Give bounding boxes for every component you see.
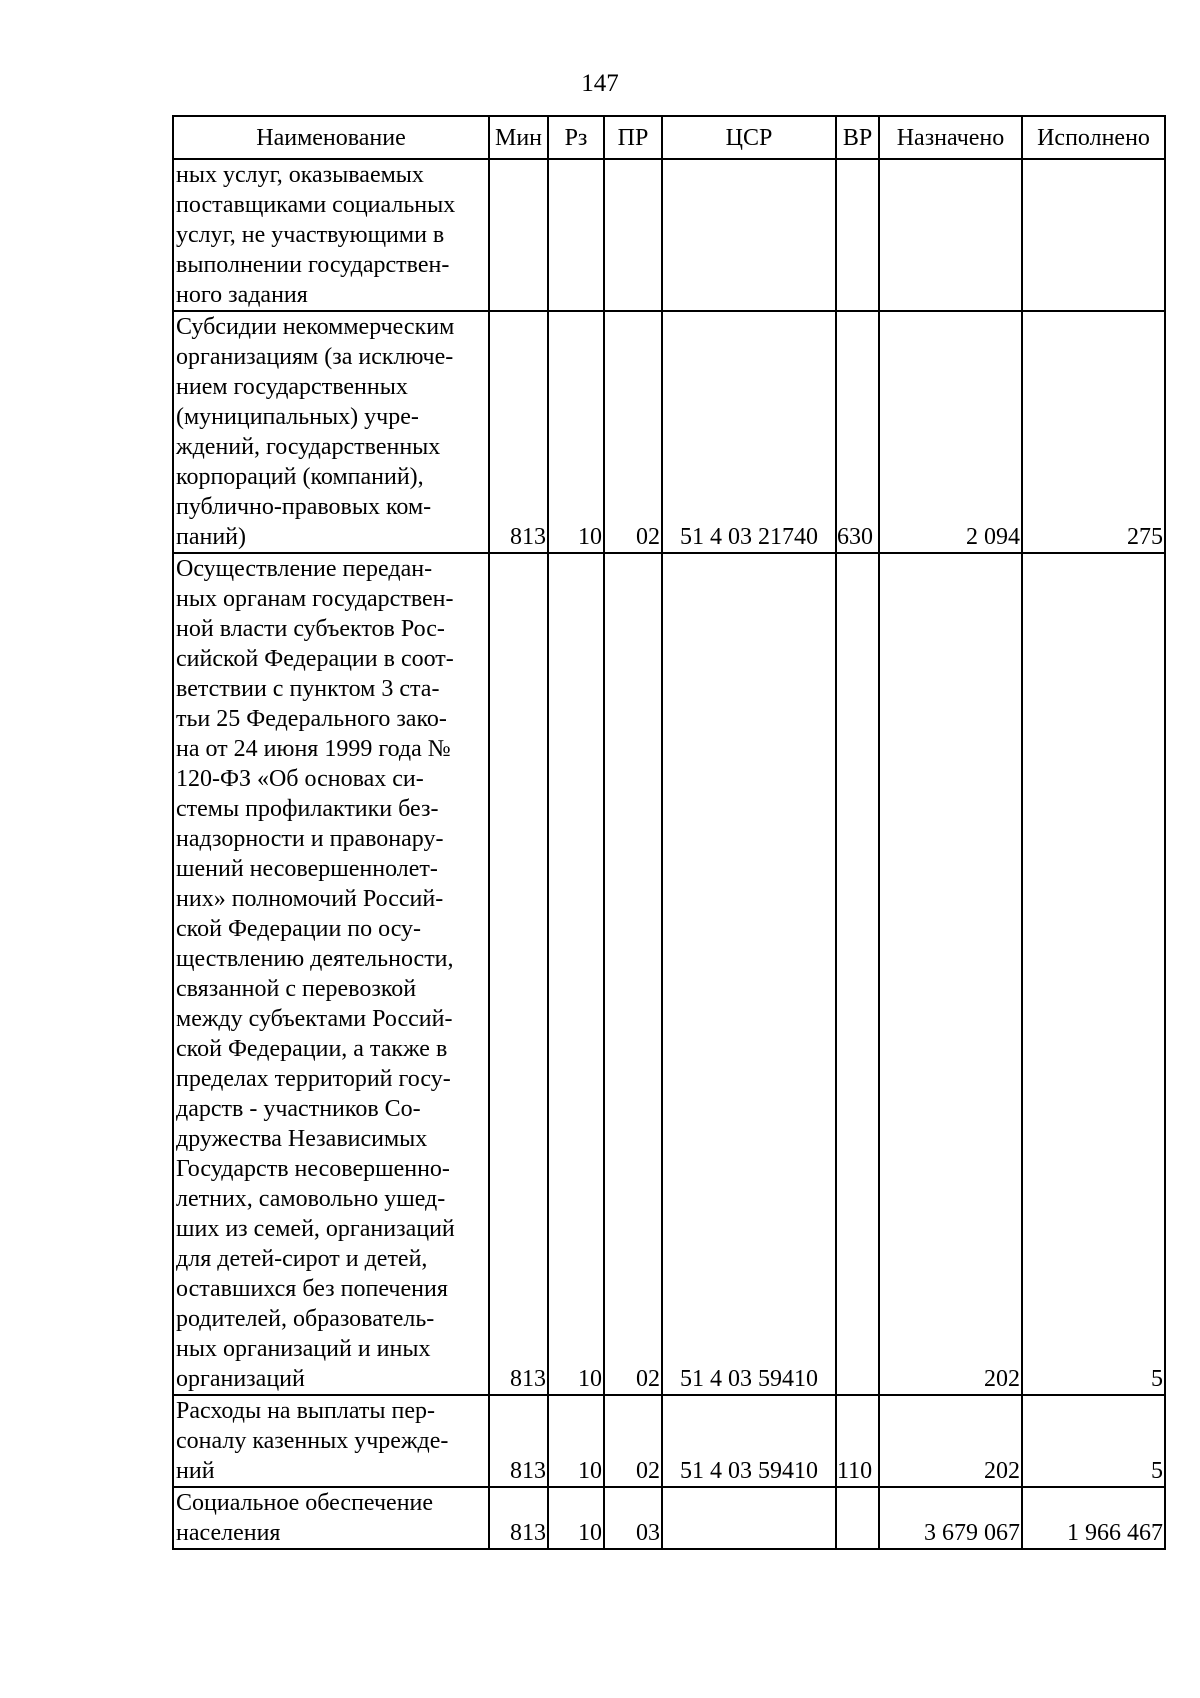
cell-executed — [1022, 159, 1165, 311]
name-line: ществлению деятельности, — [176, 946, 454, 972]
name-line: выполнении государствен- — [176, 252, 450, 278]
cell-pr: 03 — [604, 1487, 662, 1549]
name-line: организациям (за исключе- — [176, 344, 454, 370]
name-line: них» полномочий Россий- — [176, 886, 444, 912]
name-line: Государств несовершенно- — [176, 1156, 450, 1182]
cell-vr — [836, 553, 879, 1395]
cell-name — [173, 159, 489, 311]
name-line: ской Федерации по осу- — [176, 916, 422, 942]
cell-csr: 51 4 03 59410 — [662, 1395, 836, 1487]
cell-rz — [548, 159, 604, 311]
name-line: летних, самовольно ушед- — [176, 1186, 446, 1212]
cell-executed: 275 — [1022, 311, 1165, 553]
name-line: ных органам государствен- — [176, 586, 454, 612]
name-line: Субсидии некоммерческим — [176, 314, 455, 340]
name-line: паний) — [176, 524, 247, 550]
cell-min: 813 — [489, 553, 548, 1395]
name-line: организаций — [176, 1366, 305, 1392]
name-line: связанной с перевозкой — [176, 976, 417, 1002]
header-csr: ЦСР — [662, 116, 836, 159]
cell-vr — [836, 159, 879, 311]
budget-table — [172, 115, 1166, 1550]
name-line: дружества Независимых — [176, 1126, 428, 1152]
cell-executed: 5 — [1022, 1395, 1165, 1487]
name-line: ждений, государственных — [176, 434, 441, 460]
cell-pr: 02 — [604, 1395, 662, 1487]
cell-rz: 10 — [548, 1395, 604, 1487]
table-row — [173, 553, 1165, 1395]
name-line: 120-ФЗ «Об основах си- — [176, 766, 424, 792]
name-line: услуг, не участвующими в — [176, 222, 445, 248]
header-planned: Назначено — [879, 116, 1022, 159]
name-line: между субъектами Россий- — [176, 1006, 453, 1032]
cell-executed: 5 — [1022, 553, 1165, 1395]
name-line: Осуществление передан- — [176, 556, 433, 582]
cell-pr: 02 — [604, 553, 662, 1395]
cell-min: 813 — [489, 311, 548, 553]
cell-csr: 51 4 03 21740 — [662, 311, 836, 553]
cell-min: 813 — [489, 1395, 548, 1487]
header-rz: Рз — [548, 116, 604, 159]
cell-executed: 1 966 467 — [1022, 1487, 1165, 1549]
name-line: для детей-сирот и детей, — [176, 1246, 428, 1272]
cell-planned: 202 — [879, 1395, 1022, 1487]
name-line: Расходы на выплаты пер- — [176, 1398, 435, 1424]
table-body — [173, 159, 1165, 1549]
header-min: Мин — [489, 116, 548, 159]
name-line: оставшихся без попечения — [176, 1276, 448, 1302]
cell-planned: 202 — [879, 553, 1022, 1395]
cell-min — [489, 159, 548, 311]
cell-min: 813 — [489, 1487, 548, 1549]
name-line: надзорности и правонару- — [176, 826, 444, 852]
name-line: населения — [176, 1520, 281, 1546]
cell-vr — [836, 1487, 879, 1549]
name-line: ших из семей, организаций — [176, 1216, 455, 1242]
cell-pr — [604, 159, 662, 311]
header-executed: Исполнено — [1022, 116, 1165, 159]
name-line: сийской Федерации в соот- — [176, 646, 454, 672]
cell-planned — [879, 159, 1022, 311]
cell-vr: 630 — [836, 311, 879, 553]
cell-name — [173, 553, 489, 1395]
cell-rz: 10 — [548, 1487, 604, 1549]
name-line: корпораций (компаний), — [176, 464, 424, 490]
name-line: пределах территорий госу- — [176, 1066, 451, 1092]
cell-rz: 10 — [548, 311, 604, 553]
name-line: дарств - участников Со- — [176, 1096, 421, 1122]
cell-pr: 02 — [604, 311, 662, 553]
name-line: ной власти субъектов Рос- — [176, 616, 445, 642]
name-line: Социальное обеспечение — [176, 1490, 434, 1516]
cell-vr: 110 — [836, 1395, 879, 1487]
name-line: поставщиками социальных — [176, 192, 456, 218]
cell-csr — [662, 159, 836, 311]
name-line: на от 24 июня 1999 года № — [176, 736, 451, 762]
name-line: стемы профилактики без- — [176, 796, 439, 822]
name-line: ветствии с пунктом 3 ста- — [176, 676, 440, 702]
name-line: нием государственных — [176, 374, 408, 400]
name-line: шений несовершеннолет- — [176, 856, 438, 882]
cell-planned: 2 094 — [879, 311, 1022, 553]
name-line: ний — [176, 1458, 215, 1484]
cell-name — [173, 1487, 489, 1549]
cell-rz: 10 — [548, 553, 604, 1395]
page-number: 147 — [581, 70, 619, 97]
name-line: ных услуг, оказываемых — [176, 162, 424, 188]
cell-csr: 51 4 03 59410 — [662, 553, 836, 1395]
header-vr: ВР — [836, 116, 879, 159]
name-line: ного задания — [176, 282, 308, 308]
cell-name — [173, 311, 489, 553]
table-row — [173, 159, 1165, 311]
table-row — [173, 1487, 1165, 1549]
name-line: ской Федерации, а также в — [176, 1036, 448, 1062]
table-row — [173, 1395, 1165, 1487]
name-line: соналу казенных учрежде- — [176, 1428, 449, 1454]
cell-csr — [662, 1487, 836, 1549]
name-line: тьи 25 Федерального зако- — [176, 706, 447, 732]
cell-planned: 3 679 067 — [879, 1487, 1022, 1549]
header-pr: ПР — [604, 116, 662, 159]
header-name: Наименование — [173, 116, 489, 159]
name-line: публично-правовых ком- — [176, 494, 432, 520]
table-header-row — [173, 116, 1165, 159]
name-line: ных организаций и иных — [176, 1336, 431, 1362]
name-line: родителей, образователь- — [176, 1306, 435, 1332]
name-line: (муниципальных) учре- — [176, 404, 419, 430]
table-row — [173, 311, 1165, 553]
cell-name — [173, 1395, 489, 1487]
